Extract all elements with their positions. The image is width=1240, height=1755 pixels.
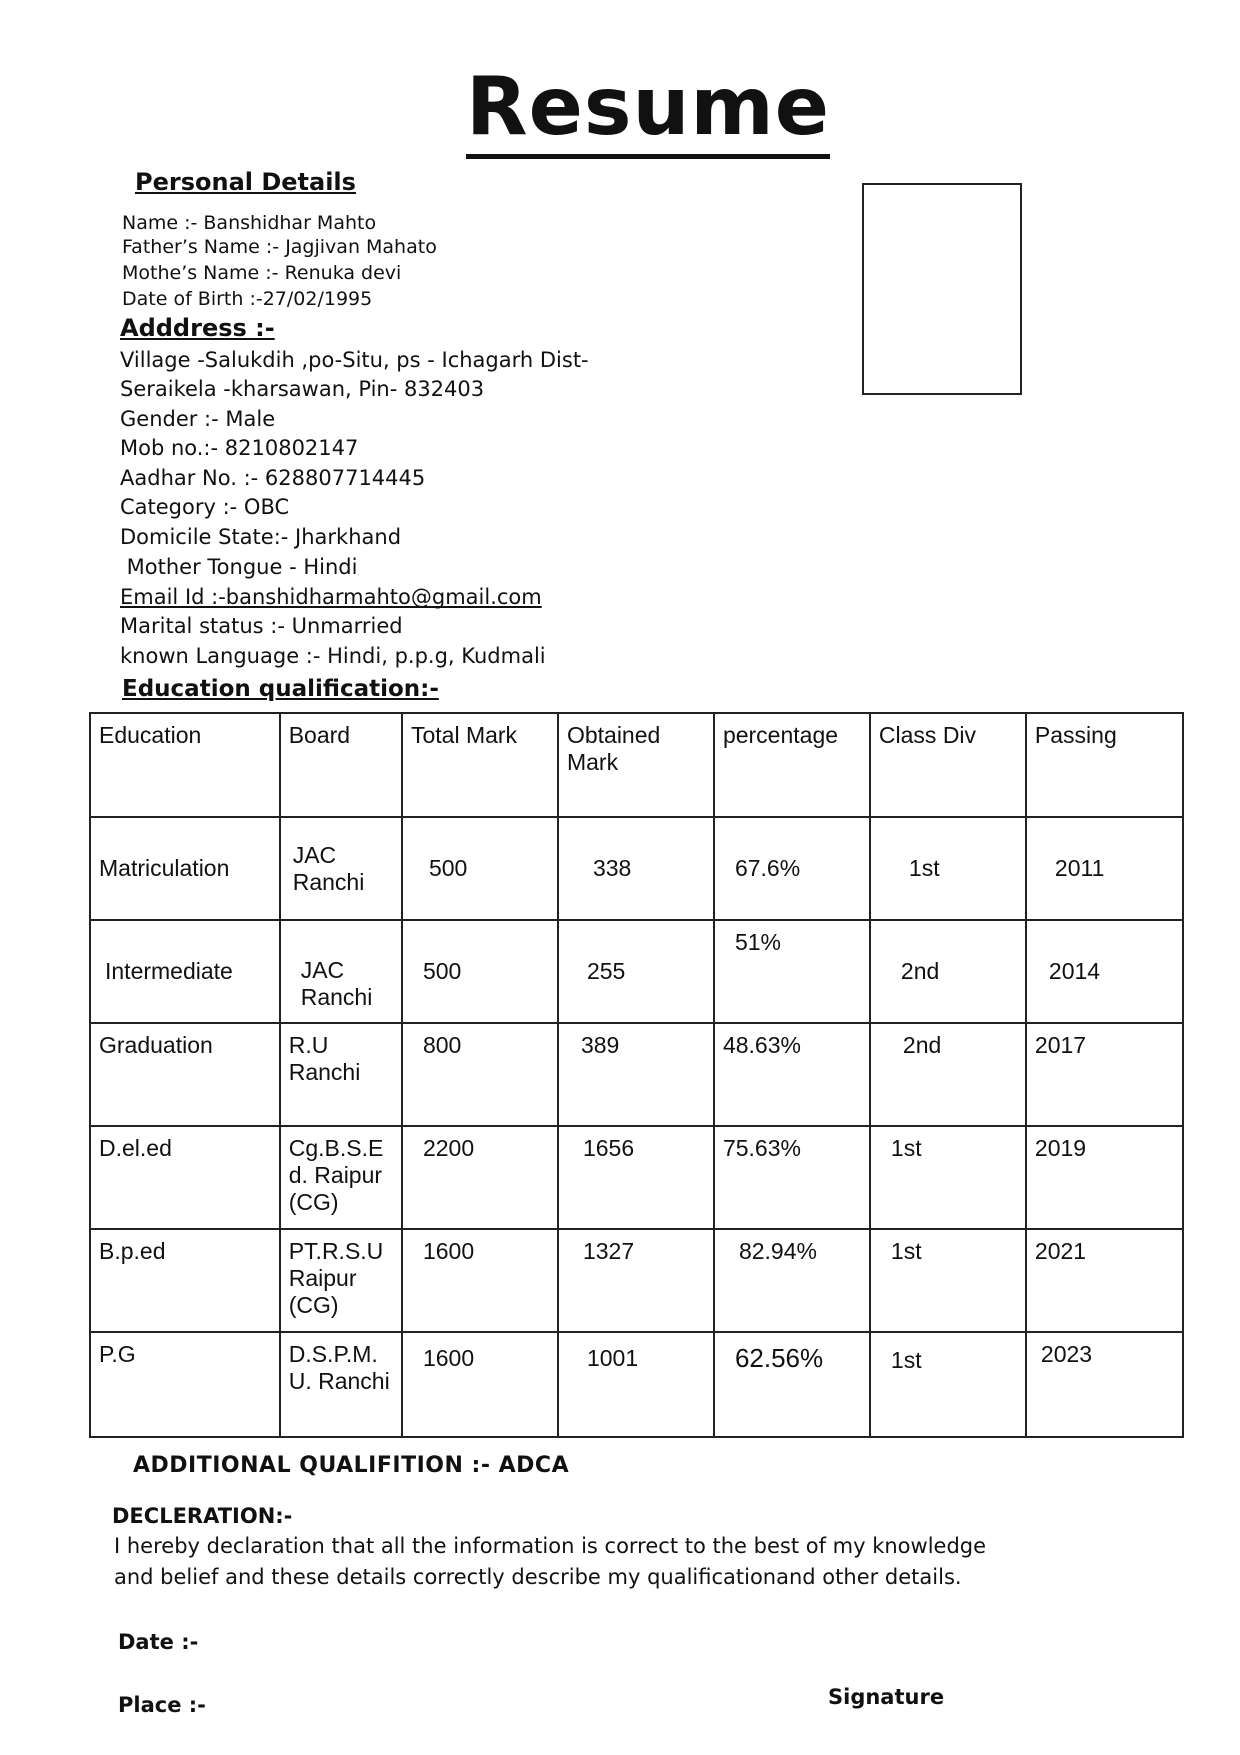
cell-education: Intermediate [90,920,280,1023]
cell-class-div: 2nd [870,1023,1026,1126]
table-row [90,817,1183,920]
table-row [90,1229,1183,1332]
additional-qualification: ADDITIONAL QUALIFITION :- ADCA [133,1453,570,1478]
place-label: Place :- [118,1693,206,1717]
cell-percentage: 67.6% [714,817,870,920]
aadhar-line: Aadhar No. :- 628807714445 [120,466,426,490]
cell-passing: 2021 [1026,1229,1183,1332]
education-heading: Education qualification:- [122,676,439,702]
cell-total-mark: 500 [402,817,558,920]
address-line-2: Seraikela -kharsawan, Pin- 832403 [120,377,485,401]
cell-passing: 2014 [1026,920,1183,1023]
cell-total-mark: 1600 [402,1229,558,1332]
cell-class-div: 2nd [870,920,1026,1023]
cell-board: R.U Ranchi [280,1023,402,1126]
header-percentage: percentage [714,713,870,817]
mother-tongue-line: Mother Tongue - Hindi [120,555,358,579]
cell-passing: 2023 [1026,1332,1183,1437]
cell-education: D.el.ed [90,1126,280,1229]
cell-board: Cg.B.S.E d. Raipur (CG) [280,1126,402,1229]
education-table [89,712,1184,1438]
declaration-text: I hereby declaration that all the information is correct to the best of my knowledge and belief and these details correctly describe my qualificationand other details. [114,1534,987,1589]
cell-obtained-mark: 1001 [558,1332,714,1437]
table-header-row [90,713,1183,817]
cell-obtained-mark: 338 [558,817,714,920]
cell-class-div: 1st [870,1126,1026,1229]
mother-name-line: Mothe’s Name :- Renuka devi [122,262,402,284]
father-name-line: Father’s Name :- Jagjivan Mahato [122,236,437,258]
cell-percentage: 75.63% [714,1126,870,1229]
signature-label: Signature [828,1685,945,1709]
dob-line: Date of Birth :-27/02/1995 [122,288,373,310]
cell-total-mark: 2200 [402,1126,558,1229]
resume-title: Resume [466,62,830,159]
category-line: Category :- OBC [120,495,290,519]
date-label: Date :- [118,1630,199,1654]
cell-class-div: 1st [870,1332,1026,1437]
cell-board: JAC Ranchi [280,920,402,1023]
header-passing: Passing [1026,713,1183,817]
cell-obtained-mark: 1327 [558,1229,714,1332]
personal-details-heading: Personal Details [135,168,356,196]
name-line: Name :- Banshidhar Mahto [122,212,377,234]
email-line: Email Id :-banshidharmahto@gmail.com [120,585,542,609]
cell-class-div: 1st [870,1229,1026,1332]
cell-education: P.G [90,1332,280,1437]
photo-placeholder [862,183,1022,395]
header-total-mark: Total Mark [402,713,558,817]
address-heading: Adddress :- [120,314,275,342]
cell-obtained-mark: 255 [558,920,714,1023]
cell-class-div: 1st [870,817,1026,920]
table-row [90,920,1183,1023]
cell-percentage: 82.94% [714,1229,870,1332]
cell-passing: 2019 [1026,1126,1183,1229]
cell-board: JAC Ranchi [280,817,402,920]
cell-education: Matriculation [90,817,280,920]
header-class-div: Class Div [870,713,1026,817]
known-language-line: known Language :- Hindi, p.p.g, Kudmali [120,644,546,668]
cell-passing: 2017 [1026,1023,1183,1126]
cell-board: D.S.P.M. U. Ranchi [280,1332,402,1437]
cell-percentage: 51% [714,920,870,1023]
header-board: Board [280,713,402,817]
gender-line: Gender :- Male [120,407,276,431]
table-row [90,1332,1183,1437]
cell-education: Graduation [90,1023,280,1126]
declaration-heading: DECLERATION:- [112,1504,293,1528]
cell-total-mark: 500 [402,920,558,1023]
cell-obtained-mark: 389 [558,1023,714,1126]
domicile-line: Domicile State:- Jharkhand [120,525,402,549]
table-row [90,1023,1183,1126]
cell-board: PT.R.S.U Raipur (CG) [280,1229,402,1332]
cell-passing: 2011 [1026,817,1183,920]
cell-obtained-mark: 1656 [558,1126,714,1229]
header-education: Education [90,713,280,817]
address-line-1: Village -Salukdih ,po-Situ, ps - Ichagarh Dist- [120,348,589,372]
cell-education: B.p.ed [90,1229,280,1332]
cell-percentage: 62.56% [714,1332,870,1437]
cell-percentage: 48.63% [714,1023,870,1126]
marital-status-line: Marital status :- Unmarried [120,614,403,638]
header-obtained-mark: Obtained Mark [558,713,714,817]
mobile-line: Mob no.:- 8210802147 [120,436,359,460]
cell-total-mark: 800 [402,1023,558,1126]
table-row [90,1126,1183,1229]
cell-total-mark: 1600 [402,1332,558,1437]
